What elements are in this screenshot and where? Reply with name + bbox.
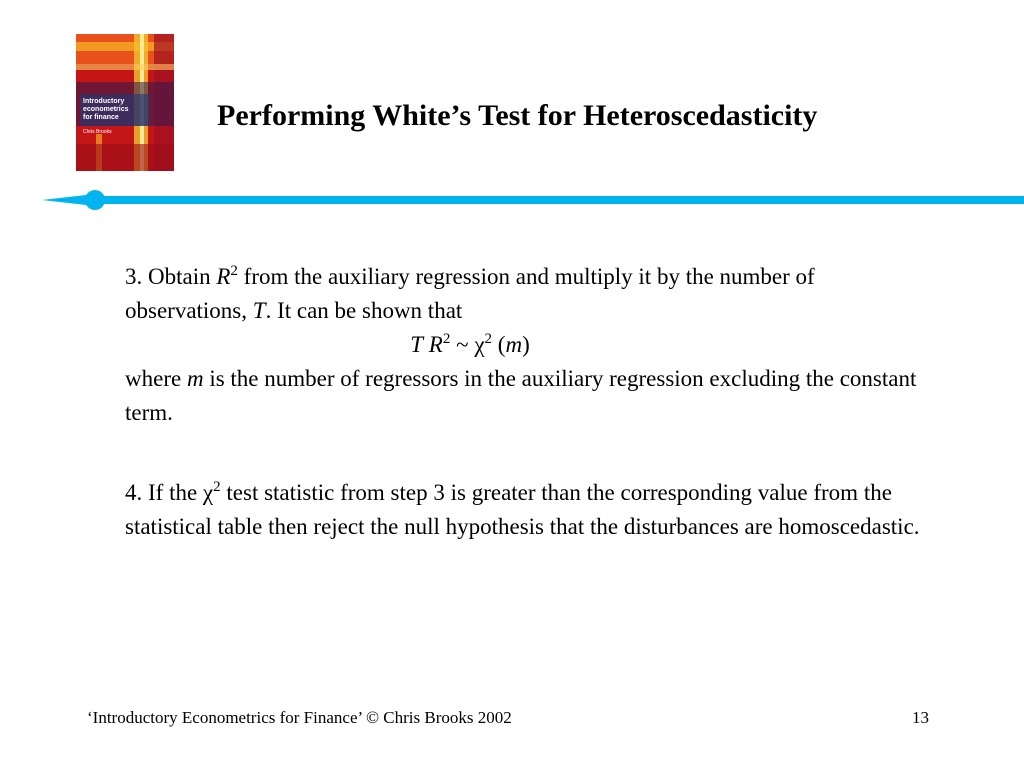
book-cover-title-line: Introductory xyxy=(83,98,125,105)
book-cover-title-line: econometrics xyxy=(83,106,129,113)
test-statistic-formula: T $R^2$ ~ $\chi^2$ (m) xyxy=(410,331,530,357)
where-paragraph: where m is the number of regressors in the auxiliary regression excluding the constant term. xyxy=(125,366,917,425)
step-4-paragraph: 4. If the $\chi^2$ test statistic from step 3 is greater than the corresponding value from the statistical table then reject the null hypothesis that the disturbances are homoscedastic. xyxy=(125,479,920,539)
divider-dot xyxy=(85,190,105,210)
slide-body xyxy=(125,260,925,544)
divider-bar xyxy=(95,196,1024,204)
title-divider-line xyxy=(0,186,1024,214)
footer-source: ‘Introductory Econometrics for Finance’ © Chris Brooks 2002 xyxy=(87,708,512,727)
book-cover-title-line: for finance xyxy=(83,114,119,121)
slide-title: Performing White’s Test for Heteroscedasticity xyxy=(217,99,818,132)
step-3-paragraph: 3. Obtain $R^2$ from the auxiliary regression and multiply it by the number of observations, T. It can be shown that xyxy=(125,263,815,323)
book-cover-author: Chris Brooks xyxy=(83,129,112,135)
paragraph-spacer xyxy=(125,430,925,476)
book-cover-image xyxy=(76,34,174,171)
page-number: 13 xyxy=(912,708,929,727)
book-cover-title xyxy=(83,98,143,122)
